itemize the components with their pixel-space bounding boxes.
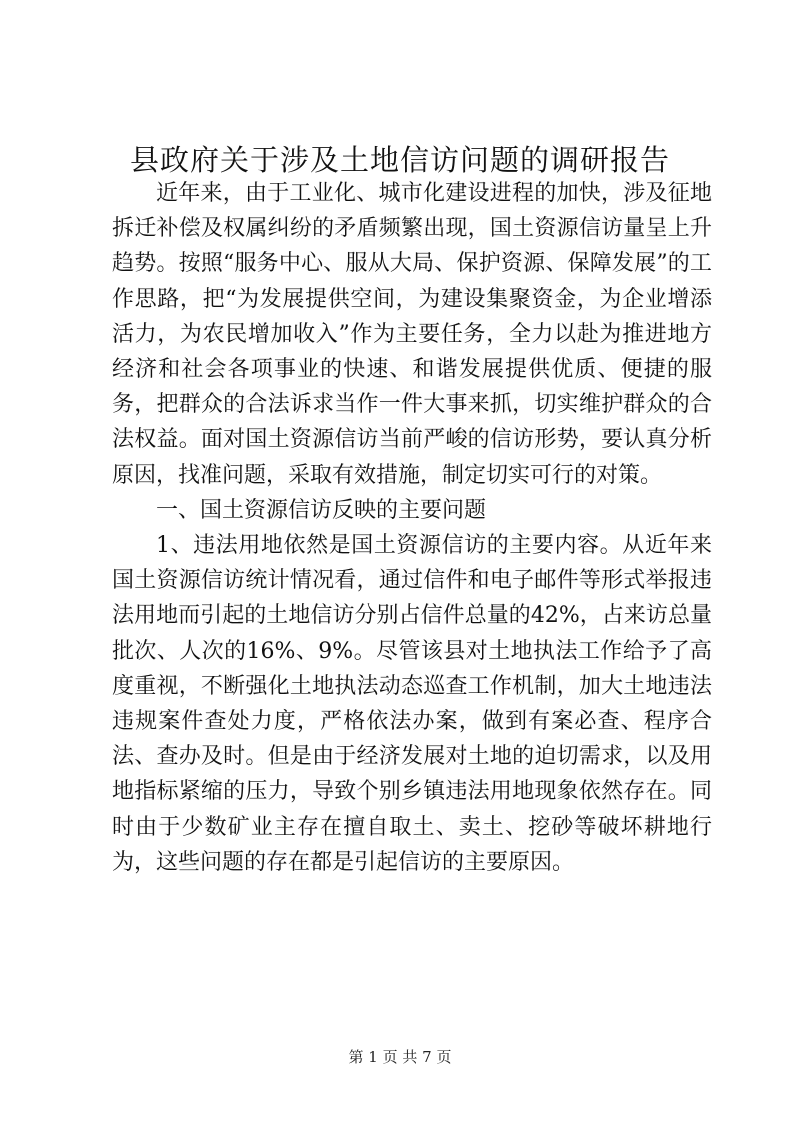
intro-paragraph: 近年来，由于工业化、城市化建设进程的加快，涉及征地拆迁补偿及权属纠纷的矛盾频繁出现，国土资源信访量呈上升趋势。按照“服务中心、服从大局、保护资源、保障发展”的工作思路，把“为发展提供空间，为建设集聚资金，为企业增添活力，为农民增加收入”作为主要任务，全力以赴为推进地方经济和社会各项事业的快速、和谐发展提供优质、便捷的服务，把群众的合法诉求当作一件大事来抓，切实维护群众的合法权益。面对国土资源信访当前严峻的信访形势，要认真分析原因，找准问题，采取有效措施，制定切实可行的对策。 <box>112 181 712 488</box>
body-paragraph: 1、违法用地依然是国土资源信访的主要内容。从近年来国土资源信访统计情况看，通过信件和电子邮件等形式举报违法用地而引起的土地信访分别占信件总量的42%，占来访总量批次、人次的16%、9%。尽管该县对土地执法工作给予了高度重视，不断强化土地执法动态巡查工作机制，加大土地违法违规案件查处力度，严格依法办案，做到有案必查、程序合法、查办及时。但是由于经济发展对土地的迫切需求，以及用地指标紧缩的压力，导致个别乡镇违法用地现象依然存在。同时由于少数矿业主存在擅自取土、卖土、挖砂等破坏耕地行为，这些问题的存在都是引起信访的主要原因。 <box>112 533 712 875</box>
section-heading: 一、国土资源信访反映的主要问题 <box>156 497 487 523</box>
document-body <box>112 176 712 880</box>
document-title: 县政府关于涉及土地信访问题的调研报告 <box>129 143 670 177</box>
page-footer: 第 1 页 共 7 页 <box>348 1048 452 1066</box>
